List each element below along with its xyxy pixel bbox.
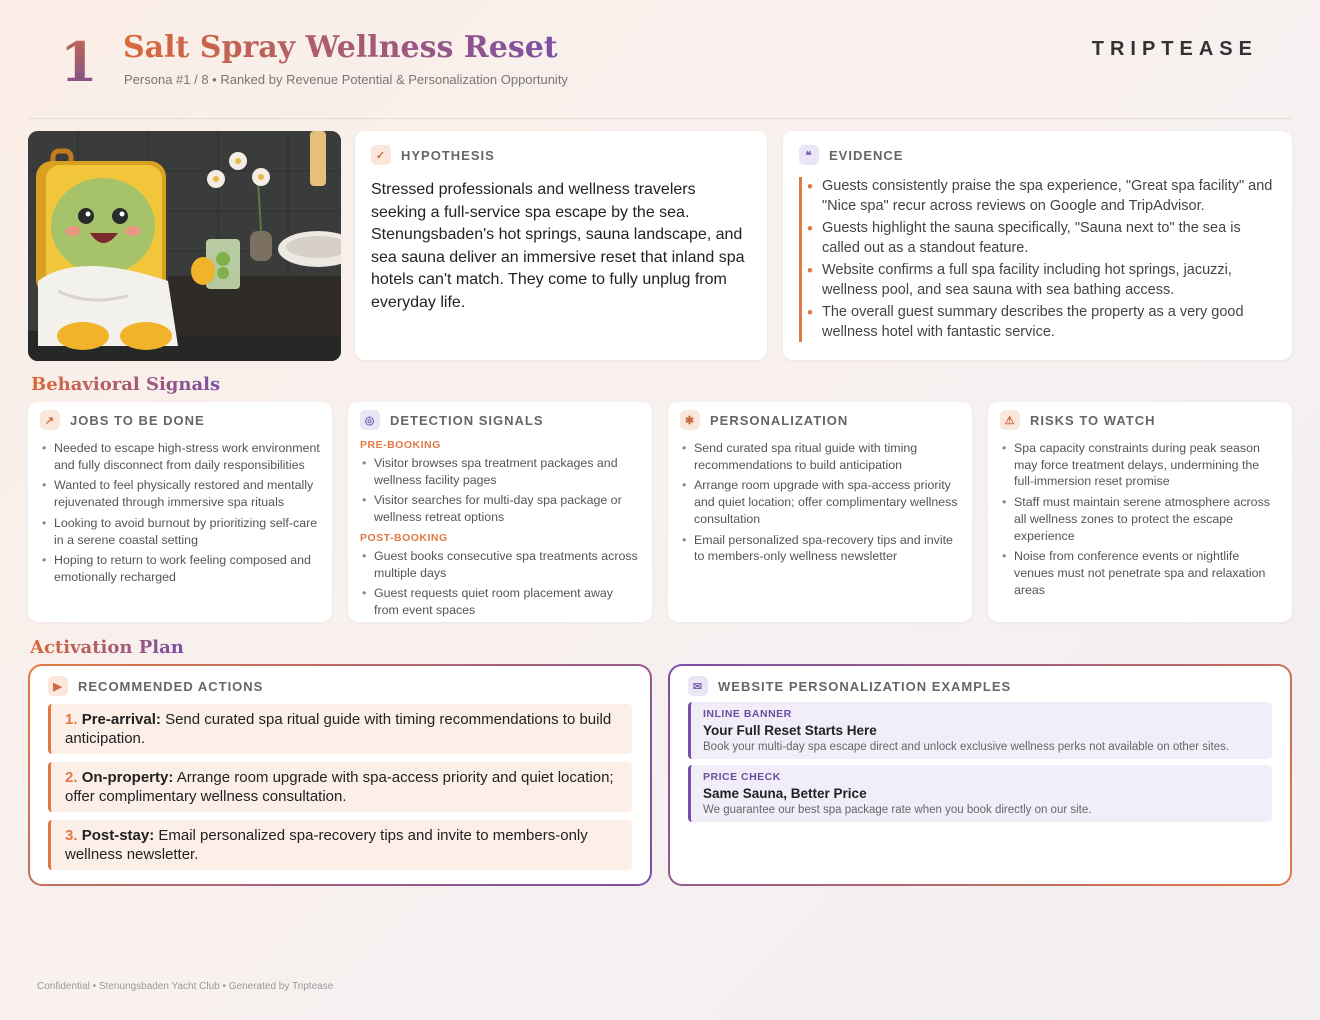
target-icon: ◎	[360, 410, 380, 430]
play-icon: ▶	[48, 676, 68, 696]
evidence-header	[799, 145, 1276, 165]
action-item	[48, 820, 632, 870]
list-item: • Visitor browses spa treatment packages and wellness facility pages	[374, 455, 640, 488]
inline-banner-example	[688, 702, 1272, 759]
list-item: • Hoping to return to work feeling composed and emotionally recharged	[54, 552, 320, 585]
example-type: PRICE CHECK	[703, 771, 781, 783]
jobs-header	[40, 410, 320, 430]
hypothesis-card	[355, 131, 767, 360]
list-item: • Visitor searches for multi-day spa package or wellness retreat options	[374, 492, 640, 525]
list-item: • Spa capacity constraints during peak season may force treatment delays, undermining the full-immersion reset promise	[1014, 440, 1280, 490]
list-item: • Guest requests quiet room placement away from event spaces	[374, 585, 640, 618]
action-number: 3.	[65, 827, 78, 844]
website-label: WEBSITE PERSONALIZATION EXAMPLES	[718, 678, 1012, 694]
risks-card	[988, 402, 1292, 622]
action-number: 1.	[65, 711, 78, 728]
personalization-list	[680, 440, 960, 565]
post-booking-label: POST-BOOKING	[360, 531, 448, 544]
list-item: • Guests consistently praise the spa experience, "Great spa facility" and "Nice spa" recur across reviews on Google and TripAdvisor.	[822, 177, 1276, 216]
detection-signals-card	[348, 402, 652, 622]
list-item: • Guests highlight the sauna specifically, "Sauna next to" the sea is called out as a standout feature.	[822, 219, 1276, 258]
actions-header	[48, 676, 632, 696]
example-type: INLINE BANNER	[703, 708, 792, 720]
action-text: Send curated spa ritual guide with timing recommendations to build anticipation.	[65, 711, 612, 747]
post-booking-list	[360, 548, 640, 619]
hypothesis-header	[371, 145, 751, 165]
evidence-list	[822, 177, 1276, 342]
suitcase-mascot-illustration	[28, 131, 341, 361]
hypothesis-label: HYPOTHESIS	[401, 147, 495, 163]
header-divider	[28, 118, 1292, 119]
list-item: • Staff must maintain serene atmosphere across all wellness zones to protect the escape experience	[1014, 494, 1280, 544]
action-item	[48, 762, 632, 812]
pre-booking-label: PRE-BOOKING	[360, 439, 441, 451]
recommended-actions-card	[28, 664, 652, 886]
pre-booking-list	[360, 455, 640, 526]
evidence-card	[783, 131, 1292, 360]
list-item: • Guest books consecutive spa treatments across multiple days	[374, 548, 640, 581]
jobs-to-be-done-card	[28, 402, 332, 622]
detection-header	[360, 410, 640, 430]
price-check-example	[688, 765, 1272, 822]
list-item: • The overall guest summary describes the property as a very good wellness hotel with fantastic service.	[822, 303, 1276, 342]
detection-label: DETECTION SIGNALS	[390, 412, 544, 428]
personalization-label: PERSONALIZATION	[710, 412, 849, 428]
sparkle-icon: ✱	[680, 410, 700, 430]
list-item: • Needed to escape high-stress work environment and fully disconnect from daily responsibilities	[54, 440, 320, 473]
quote-icon: ❝	[799, 145, 819, 165]
list-item: • Noise from conference events or nightlife venues must not penetrate spa and relaxation areas	[1014, 548, 1280, 598]
example-body: Book your multi-day spa escape direct and unlock exclusive wellness perks not available on other sites.	[703, 741, 1230, 753]
risks-label: RISKS TO WATCH	[1030, 412, 1156, 428]
action-number: 2.	[65, 769, 78, 786]
hypothesis-text: Stressed professionals and wellness travelers seeking a full-service spa escape by the sea. Stenungsbaden's hot springs, sauna landscape, and sea sauna deliver an immersive reset that inland spa hotels can't match. They come to fully unplug from everyday life.	[371, 181, 745, 311]
risks-list	[1000, 440, 1280, 598]
persona-number: 1	[60, 30, 98, 94]
list-item: • Arrange room upgrade with spa-access priority and quiet location; offer complimentary wellness consultation	[694, 477, 960, 527]
list-item: • Wanted to feel physically restored and mentally rejuvenated through immersive spa rituals	[54, 477, 320, 510]
action-text: Email personalized spa-recovery tips and invite to members-only wellness newsletter.	[65, 827, 588, 863]
persona-illustration	[28, 131, 341, 361]
list-item: • Email personalized spa-recovery tips and invite to members-only wellness newsletter	[694, 532, 960, 565]
action-title: On-property:	[81, 769, 174, 786]
jobs-list	[40, 440, 320, 586]
website-header	[688, 676, 1272, 696]
personalization-card	[668, 402, 972, 622]
page-title: Salt Spray Wellness Reset	[123, 30, 558, 65]
evidence-body	[799, 177, 1276, 342]
list-item: • Website confirms a full spa facility including hot springs, jacuzzi, wellness pool, and sea sauna with sea bathing access.	[822, 261, 1276, 300]
behavioral-signals-title: Behavioral Signals	[31, 374, 221, 395]
arrow-up-right-icon: ↗	[40, 410, 60, 430]
activation-plan-title: Activation Plan	[30, 637, 184, 658]
action-item	[48, 704, 632, 754]
brand-logo: TRIPTEASE	[1091, 38, 1258, 60]
action-title: Pre-arrival:	[81, 711, 161, 728]
risks-header	[1000, 410, 1280, 430]
mail-icon: ✉	[688, 676, 708, 696]
jobs-label: JOBS TO BE DONE	[70, 412, 205, 428]
check-icon: ✓	[371, 145, 391, 165]
warning-icon: ⚠	[1000, 410, 1020, 430]
example-body: We guarantee our best spa package rate when you book directly on our site.	[703, 804, 1092, 816]
example-headline: Same Sauna, Better Price	[703, 786, 867, 801]
action-title: Post-stay:	[81, 827, 155, 844]
example-headline: Your Full Reset Starts Here	[703, 723, 877, 738]
action-text: Arrange room upgrade with spa-access priority and quiet location; offer complimentary wellness consultation.	[65, 769, 614, 805]
list-item: • Looking to avoid burnout by prioritizing self-care in a serene coastal setting	[54, 515, 320, 548]
list-item: • Send curated spa ritual guide with timing recommendations to build anticipation	[694, 440, 960, 473]
website-personalization-card	[668, 664, 1292, 886]
actions-label: RECOMMENDED ACTIONS	[78, 678, 264, 694]
evidence-label: EVIDENCE	[829, 147, 904, 163]
personalization-header	[680, 410, 960, 430]
page-subtitle: Persona #1 / 8 • Ranked by Revenue Potential & Personalization Opportunity	[124, 72, 568, 87]
footer-text: Confidential • Stenungsbaden Yacht Club • Generated by Triptease	[37, 981, 334, 992]
